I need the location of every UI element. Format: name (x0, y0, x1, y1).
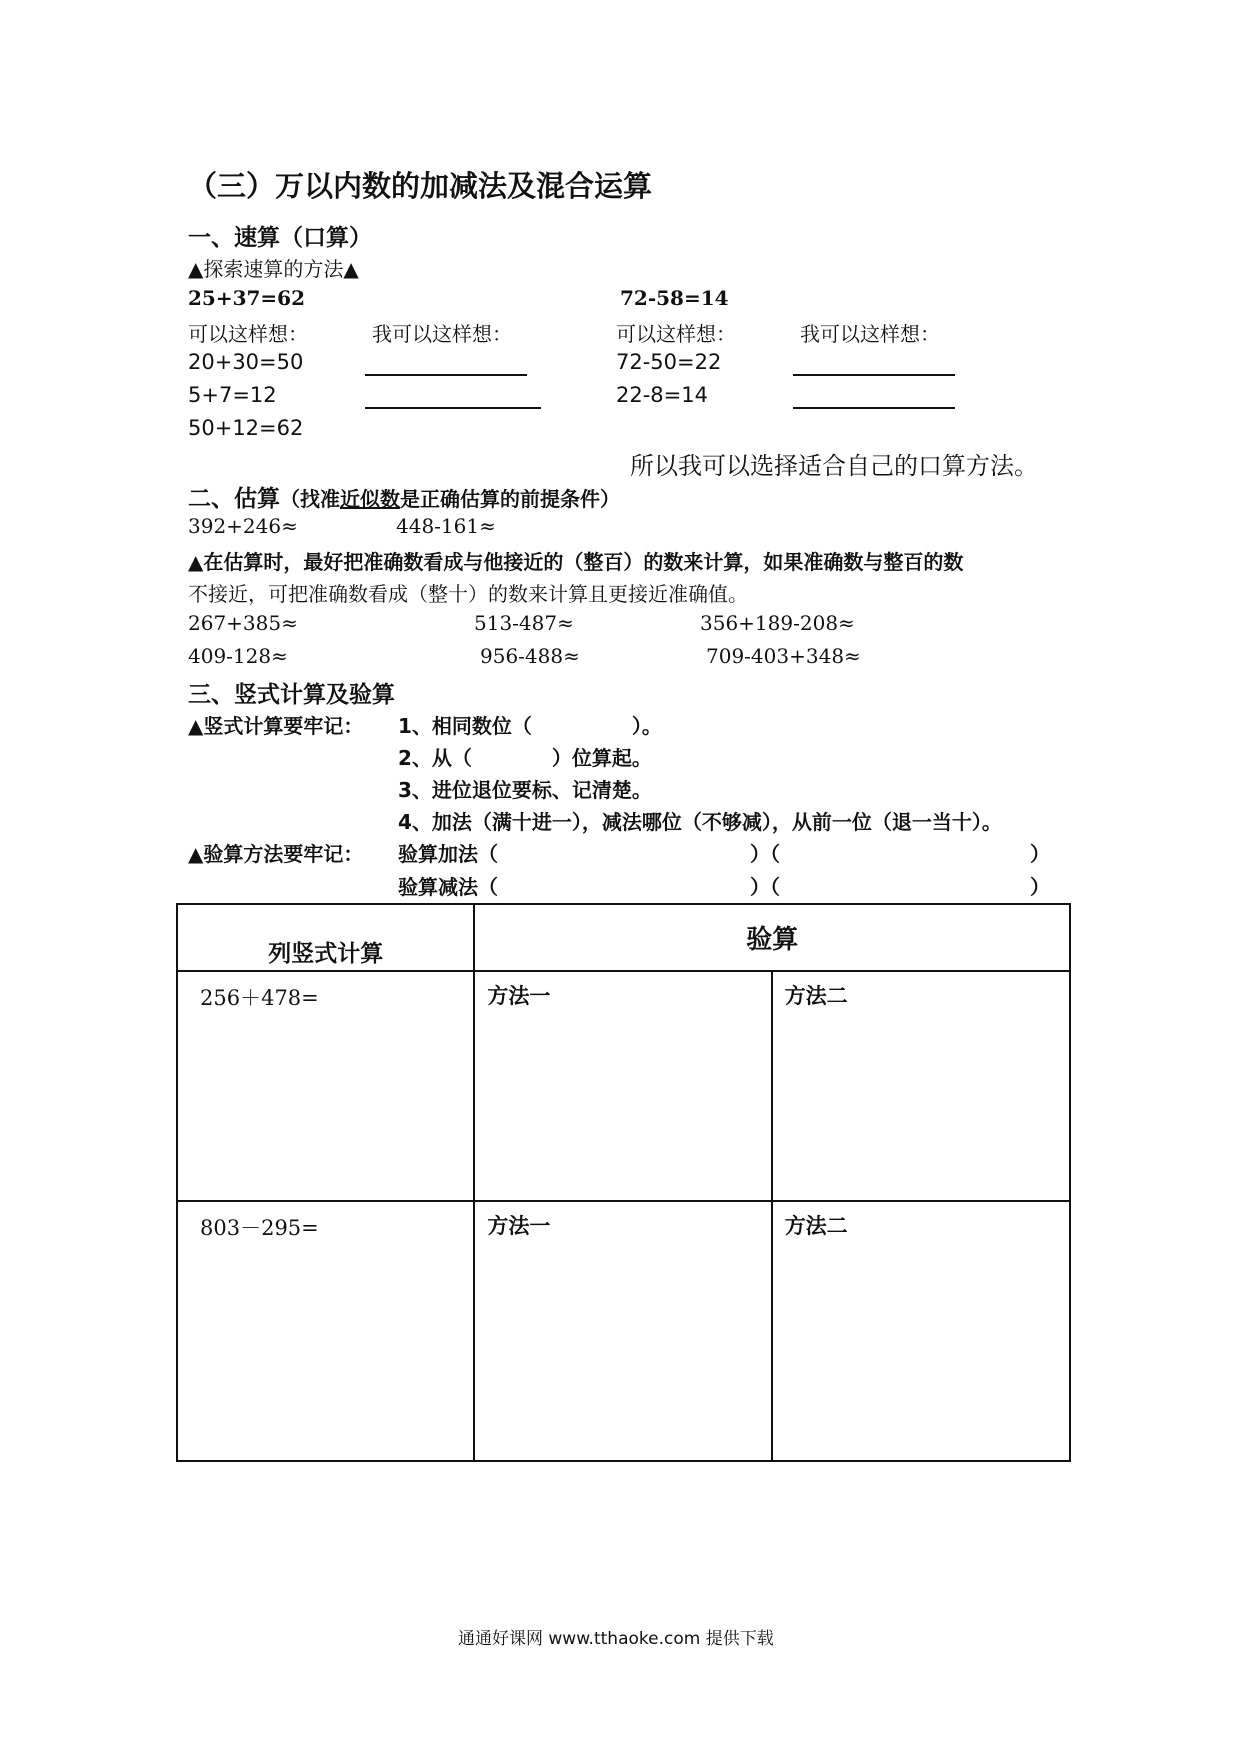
method2-label: 方法二 (784, 984, 848, 1008)
method1-label: 方法一 (487, 1214, 551, 1238)
section1-conclusion: 所以我可以选择适合自己的口算方法。 (630, 452, 1038, 480)
estimate-3-3: 709-403+348≈ (706, 644, 861, 668)
col2-header-cell (474, 904, 1070, 971)
left-answer-blank-1[interactable] (365, 374, 527, 376)
rule-4: 4、加法（满十进一），减法哪位（不够减），从前一位（退一当十）。 (398, 810, 1002, 834)
method1-cell[interactable] (474, 971, 771, 1201)
estimate-1-1: 392+246≈ (188, 514, 298, 538)
section2-note-underlined: 近似数 (340, 487, 400, 511)
right-step-1: 72-50=22 (616, 350, 722, 374)
col1-header: 列竖式计算 (268, 941, 384, 967)
estimate-tip-line-1: ▲在估算时，最好把准确数看成与他接近的（整百）的数来计算，如果准确数与整百的数 (188, 550, 964, 574)
estimate-1-2: 448-161≈ (396, 514, 496, 538)
right-step-2: 22-8=14 (616, 383, 708, 407)
right-my-hint: 我可以这样想： (800, 322, 940, 346)
check-sub-label: 验算减法（ (398, 875, 498, 899)
method2-cell[interactable] (772, 971, 1070, 1201)
estimate-2-1: 267+385≈ (188, 611, 298, 635)
section1-heading: 一、速算（口算） (188, 225, 372, 251)
method2-label: 方法二 (784, 1214, 848, 1238)
problem-cell[interactable] (177, 1201, 474, 1461)
problem-text: 256＋478= (200, 986, 319, 1010)
right-answer-blank-2[interactable] (793, 407, 955, 409)
check-add-paren-close: ） (1030, 842, 1050, 866)
left-answer-blank-2[interactable] (365, 407, 541, 409)
section2-note-before: （找准 (280, 487, 340, 511)
check-sub-paren-close: ） (1030, 875, 1050, 899)
rules-label: ▲竖式计算要牢记： (188, 714, 364, 738)
estimate-3-1: 409-128≈ (188, 644, 288, 668)
right-answer-blank-1[interactable] (793, 374, 955, 376)
section1-subtitle: ▲探索速算的方法▲ (188, 257, 359, 281)
right-equation: 72-58=14 (620, 286, 729, 310)
check-sub-paren-mid: ）（ (750, 875, 780, 899)
rule-3: 3、进位退位要标、记清楚。 (398, 778, 652, 802)
estimate-2-3: 356+189-208≈ (700, 611, 855, 635)
check-label: ▲验算方法要牢记： (188, 842, 364, 866)
section3-heading: 三、竖式计算及验算 (188, 682, 395, 708)
col1-header-cell (177, 904, 474, 971)
left-step-1: 20+30=50 (188, 350, 304, 374)
method1-cell[interactable] (474, 1201, 771, 1461)
section2-heading-prefix: 二、估算 (188, 486, 280, 512)
left-step-2: 5+7=12 (188, 383, 277, 407)
estimate-tip-line-2: 不接近，可把准确数看成（整十）的数来计算且更接近准确值。 (188, 582, 748, 606)
col2-header: 验算 (746, 925, 799, 955)
estimate-3-2: 956-488≈ (480, 644, 580, 668)
left-hint: 可以这样想： (188, 322, 308, 346)
check-add-paren-mid: ）（ (750, 842, 780, 866)
footer-credit: 通通好课网 www.tthaoke.com 提供下载 (458, 1629, 774, 1649)
table-header-row (177, 904, 1070, 971)
table-row (177, 971, 1070, 1201)
section2-heading (188, 480, 620, 513)
left-my-hint: 我可以这样想： (372, 322, 512, 346)
page-title: （三）万以内数的加减法及混合运算 (188, 169, 653, 203)
estimate-2-2: 513-487≈ (474, 611, 574, 635)
method2-cell[interactable] (772, 1201, 1070, 1461)
rule-1: 1、相同数位（ ）。 (398, 714, 662, 738)
left-equation: 25+37=62 (188, 286, 306, 310)
right-hint: 可以这样想： (616, 322, 736, 346)
problem-text: 803－295= (200, 1216, 319, 1240)
calculation-table (176, 903, 1071, 1462)
section2-note-after: 是正确估算的前提条件） (400, 487, 620, 511)
rule-2: 2、从（ ）位算起。 (398, 746, 652, 770)
problem-cell[interactable] (177, 971, 474, 1201)
method1-label: 方法一 (487, 984, 551, 1008)
table-row (177, 1201, 1070, 1461)
left-step-3: 50+12=62 (188, 416, 304, 440)
check-add-label: 验算加法（ (398, 842, 498, 866)
